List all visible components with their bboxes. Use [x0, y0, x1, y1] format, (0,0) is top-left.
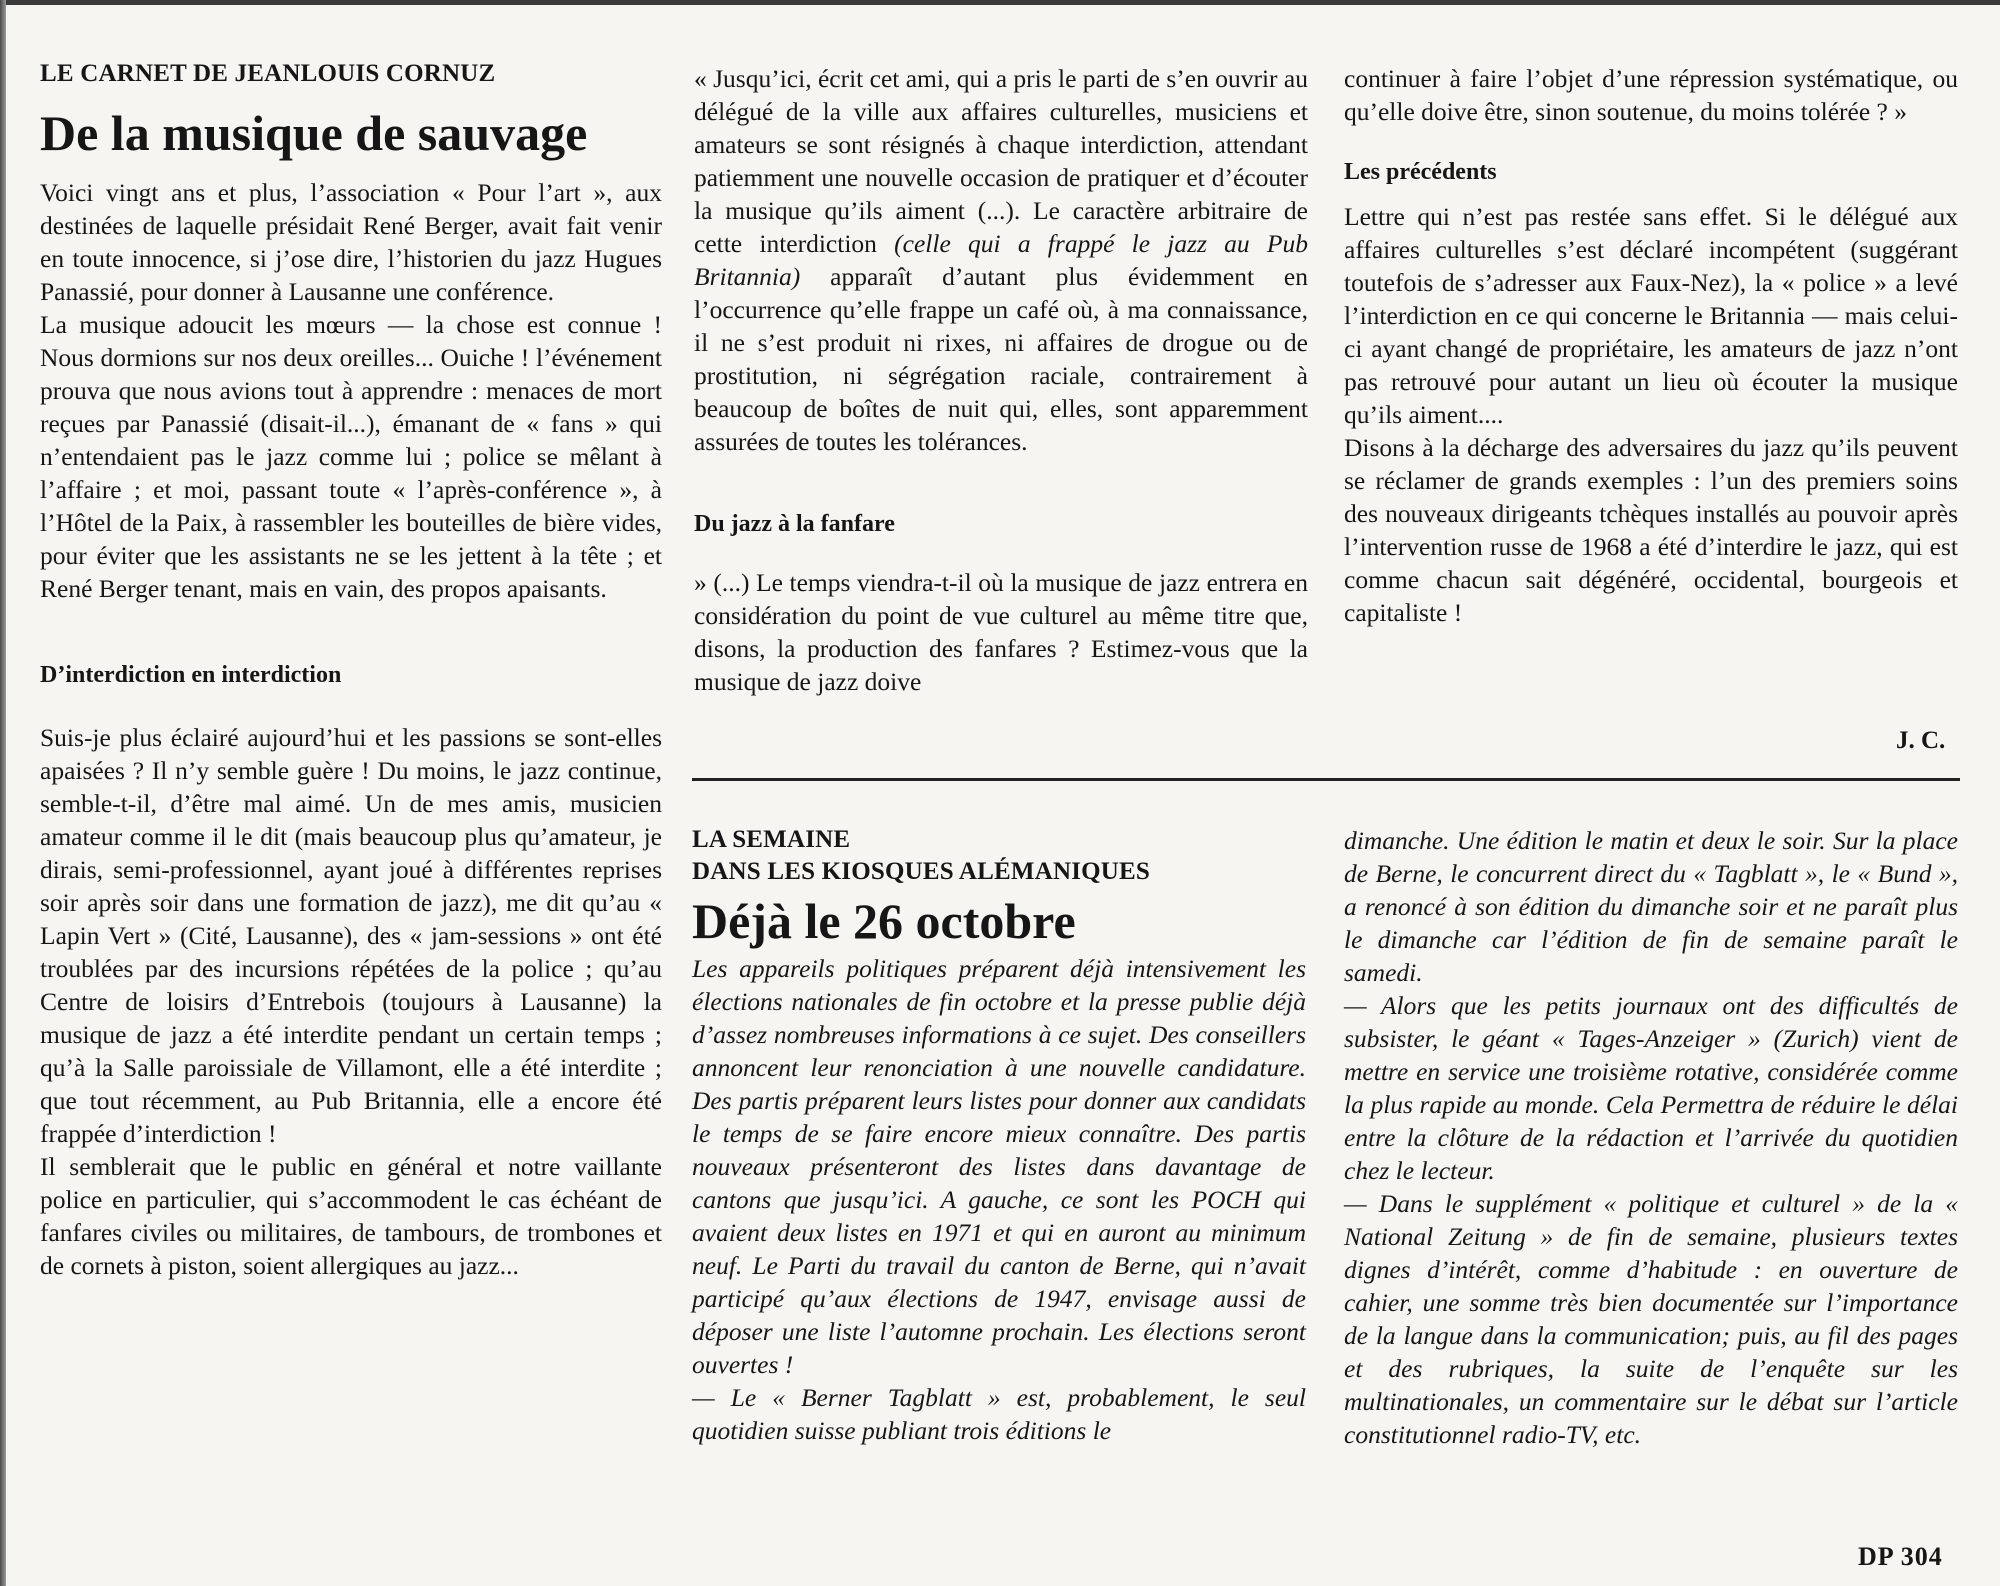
signature: J. C.: [1896, 727, 1946, 754]
letter-quote-italic-aside: (celle qui a frappé le jazz au Pub Britannia): [694, 229, 1308, 291]
carnet-kicker: LE CARNET DE JEANLOUIS CORNUZ: [40, 60, 496, 87]
precedents-paragraph-1: Lettre qui n’est pas restée sans effet. Si le délégué aux affaires culturelles s’est déclaré incompétent (suggérant toutefois de s’adresser aux Faux-Nez), la « police » a levé l’interdiction en ce qui concerne le Britannia — mais celui-ci ayant changé de propriétaire, les amateurs de jazz n’ont pas retrouvé pour autant un lieu où écouter la musique qu’ils aiment....: [1344, 202, 1958, 429]
column-3-bottom: [1344, 824, 1958, 1451]
semaine-paragraph-berner-tagblatt: — Le « Berner Tagblatt » est, probablement, le seul quotidien suisse publiant trois éditions le: [692, 1383, 1306, 1445]
semaine-kicker-line-1: LA SEMAINE: [692, 826, 851, 853]
fanfare-paragraph: » (...) Le temps viendra-t-il où la musique de jazz entrera en considération du point de vue culturel au même titre que, disons, la production des fanfares ? Estimez-vous que la musique de jazz doive: [694, 568, 1308, 696]
scan-left-edge: [0, 0, 6, 1586]
semaine-paragraph-dimanche: dimanche. Une édition le matin et deux le soir. Sur la place de Berne, le concurrent direct du « Tagblatt », le « Bund », a renoncé à son édition du dimanche soir et ne paraît plus le dimanche car l’édition de fin de semaine paraît le samedi.: [1344, 826, 1958, 987]
scan-top-edge: [0, 0, 2000, 5]
precedents-paragraph-2: Disons à la décharge des adversaires du jazz qu’ils peuvent se réclamer de grands exemples : l’un des premiers soins des nouveaux dirigeants tchèques installés au pouvoir après l’intervention russe de 1968 a été d’interdire le jazz, qui est comme chacun sait dégénéré, occidental, bourgeois et capitaliste !: [1344, 433, 1958, 627]
column-2-top: [694, 62, 1308, 698]
column-1: [40, 58, 662, 1282]
semaine-paragraph-elections: Les appareils politiques préparent déjà intensivement les élections nationales de fin octobre et la presse publie déjà d’assez nombreuses informations à ce sujet. Des conseillers annoncent leur renonciation à une nouvelle candidature. Des partis préparent leurs listes pour donner aux candidats le temps de se faire encore mieux connaître. Des partis nouveaux présenteront des listes dans davantage de cantons que jusqu’ici. A gauche, ce sont les POCH qui avaient deux listes en 1971 et qui en auront au minimum neuf. Le Parti du travail du canton de Berne, qui n’avait participé qu’aux élections de 1947, envisage aussi de déposer une liste l’automne prochain. Les élections seront ouvertes !: [692, 954, 1306, 1379]
semaine-paragraph-tages-anzeiger: — Alors que les petits journaux ont des difficultés de subsister, le géant « Tages-Anzeiger » (Zurich) vient de mettre en service une troisième rotative, considérée comme la plus rapide au monde. Cela Permettra de réduire le délai entre la clôture de la rédaction et l’arrivée du quotidien chez le lecteur.: [1344, 991, 1958, 1185]
carnet-intro-paragraph-1: Voici vingt ans et plus, l’association « Pour l’art », aux destinées de laquelle présidait René Berger, avait fait venir en toute innocence, si j’ose dire, l’historien du jazz Hugues Panassié, pour donner à Lausanne une conférence.: [40, 178, 662, 306]
section-title-interdiction: D’interdiction en interdiction: [40, 662, 342, 688]
carnet-title: De la musique de sauvage: [40, 105, 588, 161]
interdiction-paragraph-1: Suis-je plus éclairé aujourd’hui et les passions se sont-elles apaisées ? Il n’y semble guère ! Du moins, le jazz continue, semble-t-il, d’être mal aimé. Un de mes amis, musicien amateur comme il le dit (mais beaucoup plus qu’amateur, je dirais, semi-professionnel, ayant joué à différentes reprises soir après soir dans une formation de jazz), me dit qu’au « Lapin Vert » (Cité, Lausanne), des « jam-sessions » ont été troublées par des incursions répétées de la police ; qu’au Centre de loisirs d’Entrebois (toujours à Lausanne) la musique de jazz a été interdite pendant un certain temps ; qu’à la Salle paroissiale de Villamont, elle a été interdite ; que tout récemment, au Pub Britannia, elle a encore été frappée d’interdiction !: [40, 723, 662, 1148]
semaine-title: Déjà le 26 octobre: [692, 893, 1076, 949]
interdiction-paragraph-2: Il semblerait que le public en général et notre vaillante police en particulier, qui s’accommodent le cas échéant de fanfares civiles ou militaires, de tambours, de trombones et de cornets à piston, soient allergiques au jazz...: [40, 1152, 662, 1280]
letter-quote-paragraph: « Jusqu’ici, écrit cet ami, qui a pris le parti de s’en ouvrir au délégué de la ville aux affaires culturelles, musiciens et amateurs se sont résignés à chaque interdiction, attendant patiemment une nouvelle occasion de pratiquer et d’écouter la musique qu’ils aiment (...). Le caractère arbitraire de cette interdiction (celle qui a frappé le jazz au Pub Britannia) apparaît d’autant plus évidemment en l’occurrence qu’elle frappe un café où, à ma connaissance, il ne s’est produit ni rixes, ni affaires de drogue ou de prostitution, ni ségrégation raciale, contrairement à beaucoup de boîtes de nuit qui, elles, sont apparemment assurées de toutes les tolérances.: [694, 64, 1308, 456]
section-title-precedents: Les précédents: [1344, 159, 1497, 185]
page-number: DP 304: [1858, 1542, 1943, 1571]
semaine-paragraph-national-zeitung: — Dans le supplément « politique et culturel » de la « National Zeitung » de fin de semaine, plusieurs textes dignes d’intérêt, comme d’habitude : en ouverture de cahier, une somme très bien documentée sur l’importance de la langue dans la communication; puis, au fil des pages et des rubriques, la suite de l’enquête sur les multinationales, un commentaire sur le débat sur l’article constitutionnel radio-TV, etc.: [1344, 1189, 1958, 1449]
section-divider-rule: [692, 778, 1960, 781]
section-title-fanfare: Du jazz à la fanfare: [694, 511, 895, 537]
column-3-top: [1344, 62, 1958, 629]
semaine-kicker-line-2: DANS LES KIOSQUES ALÉMANIQUES: [692, 858, 1151, 885]
column-2-bottom: [692, 824, 1306, 1447]
letter-conclusion-paragraph: continuer à faire l’objet d’une répression systématique, ou qu’elle doive être, sinon soutenue, du moins tolérée ? »: [1344, 64, 1958, 126]
carnet-intro-paragraph-2: La musique adoucit les mœurs — la chose est connue ! Nous dormions sur nos deux oreilles... Ouiche ! l’événement prouva que nous avions tout à apprendre : menaces de mort reçues par Panassié (disait-il...), émanant de « fans » qui n’entendaient pas le jazz comme lui ; police se mêlant à l’affaire ; et moi, passant toute « l’après-conférence », à l’Hôtel de la Paix, à rassembler les bouteilles de bière vides, pour éviter que les assistants ne se les jettent à la tête ; et René Berger tenant, mais en vain, des propos apaisants.: [40, 310, 662, 603]
